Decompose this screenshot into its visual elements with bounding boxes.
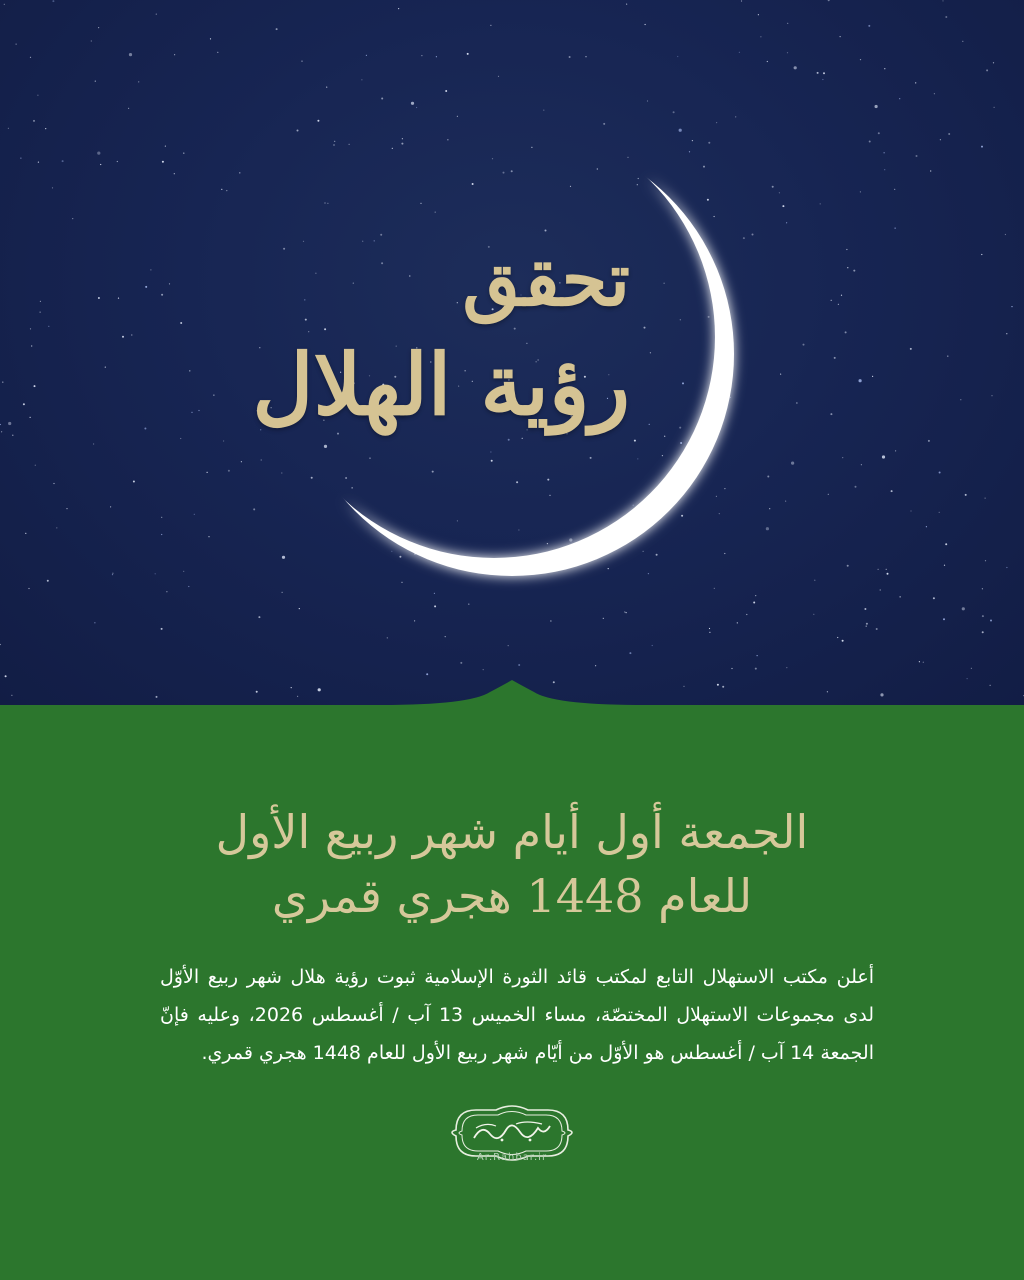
announcement-subtitle: [120, 800, 904, 928]
main-title: [180, 230, 630, 440]
announcement-body: أعلن مكتب الاستهلال التابع لمكتب قائد الثورة الإسلامية ثبوت رؤية هلال شهر ربيع الأوّل لدى مجموعات الاستهلال المختصّة، مساء الخميس 13 آب / أغسطس 2026، وعليه فإنّ الجمعة 14 آب / أغسطس هو الأوّل من أيّام شهر ربيع الأول للعام 1448 هجري قمري.: [160, 966, 874, 1064]
subtitle-line1: الجمعة أول أيام شهر ربيع الأول: [215, 805, 809, 859]
subtitle-line2: للعام 1448 هجري قمري: [271, 869, 753, 923]
bookmark-notch-divider: [0, 680, 1024, 740]
main-title-line1: تحقق: [462, 237, 630, 323]
website-caption: Ar.Rahbar.ir: [476, 1152, 548, 1163]
main-title-line2: رؤية الهلال: [252, 335, 630, 434]
